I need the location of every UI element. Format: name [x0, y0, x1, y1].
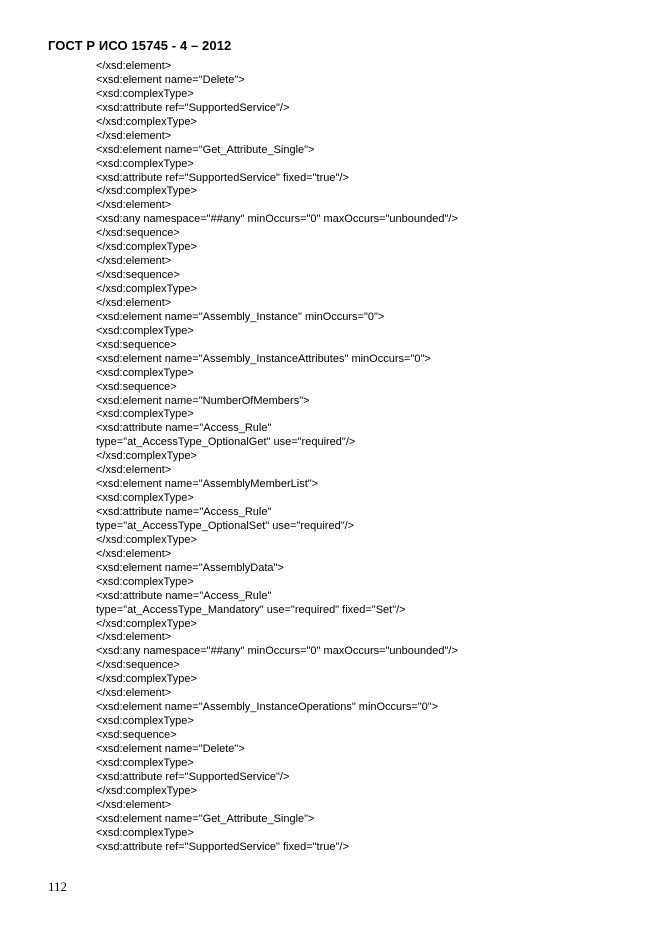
code-line: <xsd:element name="NumberOfMembers">: [96, 394, 310, 407]
code-line: type="at_AccessType_OptionalGet" use="required"/>: [96, 436, 356, 449]
code-line: </xsd:element>: [96, 296, 172, 309]
code-line: type="at_AccessType_OptionalSet" use="required"/>: [96, 519, 355, 532]
page-number: 112: [48, 879, 68, 894]
code-line: <xsd:sequence>: [96, 380, 177, 393]
code-line: <xsd:complexType>: [96, 575, 194, 588]
code-line: </xsd:element>: [96, 631, 172, 644]
code-line: type="at_AccessType_Mandatory" use="required" fixed="Set"/>: [96, 603, 406, 616]
code-line: <xsd:element name="Get_Attribute_Single">: [96, 143, 315, 156]
code-line: <xsd:attribute name="Access_Rule": [96, 589, 272, 602]
code-line: <xsd:complexType>: [96, 157, 194, 170]
code-line: <xsd:complexType>: [96, 324, 194, 337]
code-line: </xsd:complexType>: [96, 185, 197, 198]
code-line: </xsd:complexType>: [96, 450, 197, 463]
code-line: </xsd:element>: [96, 60, 172, 72]
code-line: <xsd:element name="Delete">: [96, 73, 245, 86]
code-line: </xsd:complexType>: [96, 784, 197, 797]
code-line: <xsd:attribute ref="SupportedService"/>: [96, 770, 290, 783]
code-line: <xsd:any namespace="##any" minOccurs="0" maxOccurs="unbounded"/>: [96, 645, 458, 658]
code-line: <xsd:attribute ref="SupportedService" fixed="true"/>: [96, 840, 349, 853]
code-line: <xsd:element name="Assembly_InstanceOperations" minOccurs="0">: [96, 701, 439, 714]
code-line: </xsd:complexType>: [96, 115, 197, 128]
code-line: <xsd:any namespace="##any" minOccurs="0" maxOccurs="unbounded"/>: [96, 213, 458, 226]
code-line: </xsd:element>: [96, 464, 172, 477]
code-line: <xsd:element name="Get_Attribute_Single">: [96, 812, 315, 825]
code-line: <xsd:complexType>: [96, 366, 194, 379]
code-line: <xsd:complexType>: [96, 408, 194, 421]
code-line: </xsd:sequence>: [96, 227, 180, 240]
code-line: <xsd:complexType>: [96, 826, 194, 839]
code-line: <xsd:element name="Assembly_Instance" minOccurs="0">: [96, 310, 385, 323]
code-line: </xsd:complexType>: [96, 617, 197, 630]
code-line: </xsd:sequence>: [96, 659, 180, 672]
code-line: </xsd:complexType>: [96, 283, 197, 295]
code-line: <xsd:complexType>: [96, 492, 194, 505]
code-line: <xsd:element name="AssemblyData">: [96, 561, 284, 574]
code-line: <xsd:element name="Assembly_InstanceAttributes" minOccurs="0">: [96, 352, 431, 365]
code-line: </xsd:element>: [96, 687, 172, 700]
code-line: </xsd:complexType>: [96, 241, 197, 254]
code-line: </xsd:element>: [96, 199, 172, 212]
document-header: ГОСТ Р ИСО 15745 - 4 – 2012: [48, 38, 232, 53]
code-line: <xsd:complexType>: [96, 756, 194, 769]
code-line: <xsd:sequence>: [96, 729, 177, 741]
code-line: </xsd:sequence>: [96, 269, 180, 282]
code-line: <xsd:complexType>: [96, 715, 194, 728]
xsd-code-listing: [96, 60, 458, 854]
code-line: </xsd:complexType>: [96, 533, 197, 546]
code-line: <xsd:complexType>: [96, 87, 194, 100]
code-line: </xsd:element>: [96, 129, 172, 142]
code-line: </xsd:element>: [96, 255, 172, 268]
code-line: <xsd:attribute name="Access_Rule": [96, 422, 272, 435]
code-line: <xsd:element name="Delete">: [96, 742, 245, 755]
code-line: <xsd:attribute ref="SupportedService"/>: [96, 101, 290, 114]
code-line: <xsd:element name="AssemblyMemberList">: [96, 478, 319, 491]
code-line: <xsd:attribute name="Access_Rule": [96, 506, 272, 518]
code-line: </xsd:element>: [96, 547, 172, 560]
code-line: <xsd:sequence>: [96, 338, 177, 351]
code-line: </xsd:complexType>: [96, 673, 197, 686]
code-line: <xsd:attribute ref="SupportedService" fixed="true"/>: [96, 171, 349, 184]
code-line: </xsd:element>: [96, 798, 172, 811]
